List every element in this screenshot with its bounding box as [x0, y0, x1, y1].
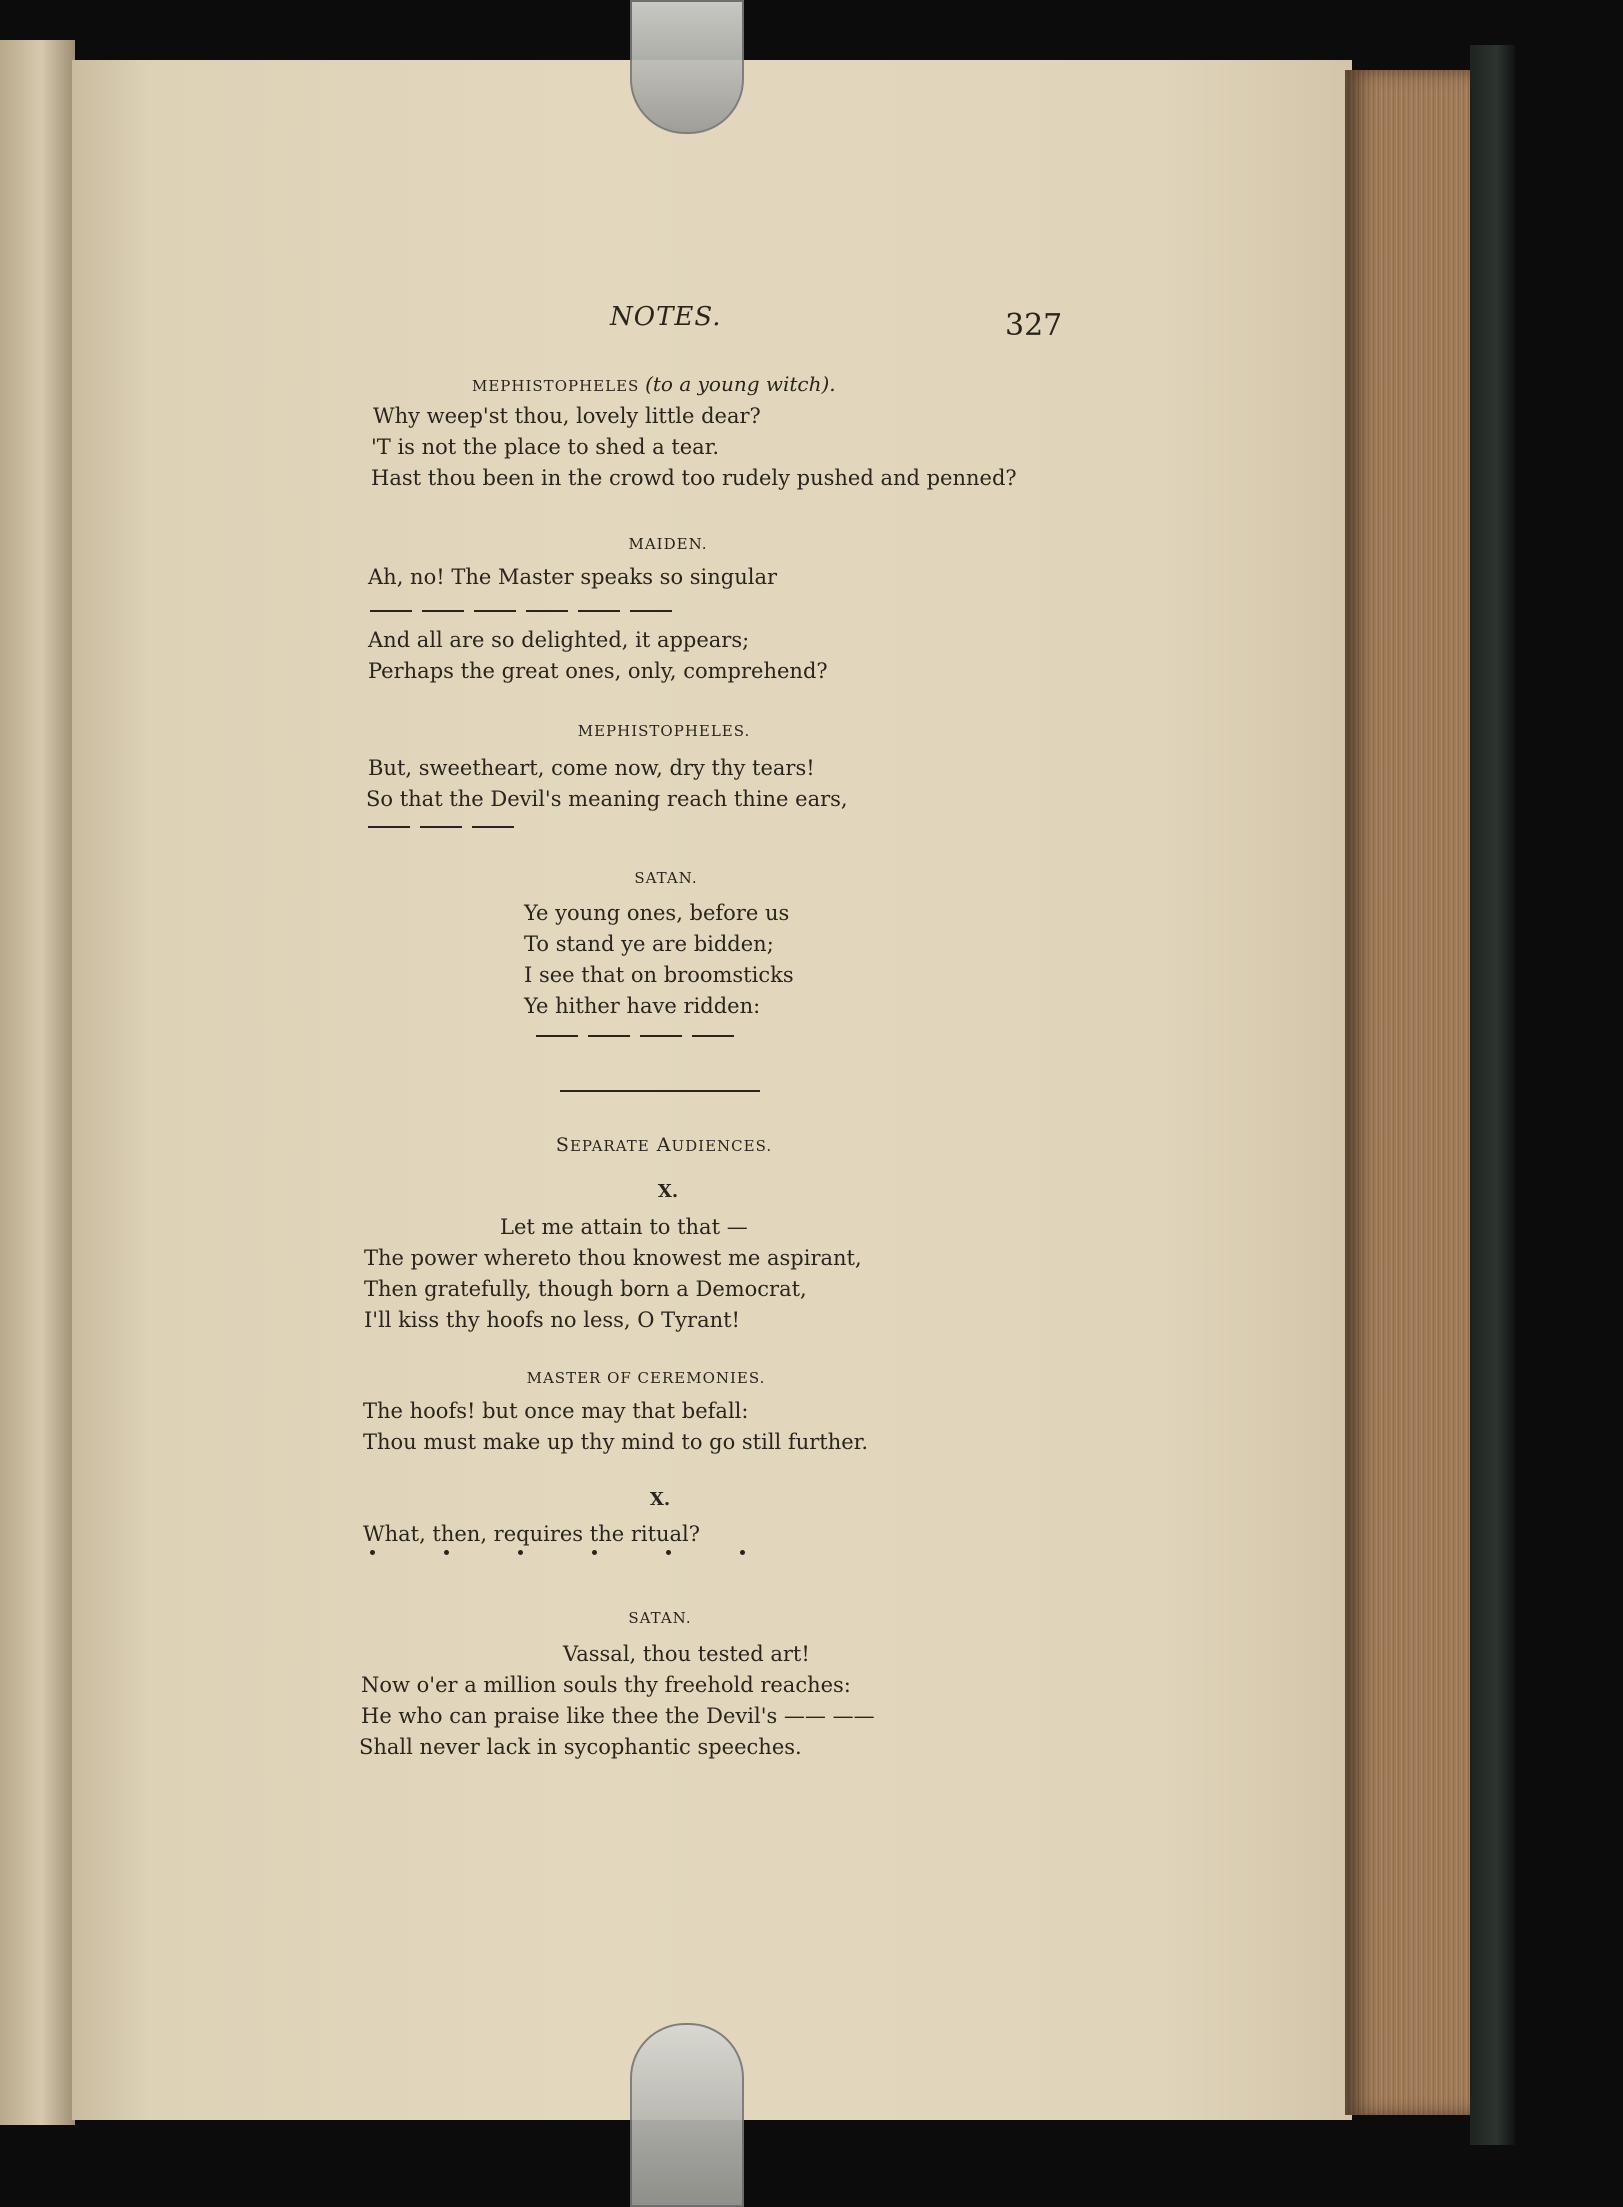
- verse-line: Now o'er a million souls thy freehold reaches:: [361, 1673, 851, 1697]
- verse-line: To stand ye are bidden;: [524, 932, 774, 956]
- running-head: NOTES.: [610, 302, 722, 332]
- section-divider: [560, 1090, 760, 1092]
- verse-line: Ye young ones, before us: [524, 901, 790, 925]
- verse-line: 'T is not the place to shed a tear.: [371, 435, 720, 459]
- page-fore-edge: [1345, 70, 1475, 2115]
- title-initial: S: [555, 1134, 570, 1156]
- speaker-satan: SATAN.: [628, 1609, 692, 1627]
- verse-line: I'll kiss thy hoofs no less, O Tyrant!: [364, 1308, 741, 1332]
- speaker-mephistopheles: MEPHISTOPHELES.: [577, 722, 751, 740]
- title-rest: UDIENCES.: [671, 1137, 773, 1155]
- verse-line: Shall never lack in sycophantic speeches.: [359, 1735, 802, 1759]
- title-initial: A: [656, 1134, 672, 1156]
- title-rest: EPARATE: [569, 1137, 650, 1155]
- speaker-maiden: MAIDEN.: [628, 535, 708, 553]
- page-number: 327: [1005, 308, 1063, 343]
- verse-line: He who can praise like thee the Devil's —— ——: [361, 1704, 875, 1728]
- book-cover: [1470, 45, 1515, 2145]
- speaker-mephistopheles: [472, 372, 836, 396]
- omission-dashes: [370, 610, 672, 618]
- verse-line: Hast thou been in the crowd too rudely pushed and penned?: [371, 466, 1017, 490]
- verse-line: So that the Devil's meaning reach thine ears,: [366, 787, 848, 811]
- speaker-master-of-ceremonies: MASTER OF CEREMONIES.: [526, 1369, 766, 1387]
- left-page-edge: [0, 40, 75, 2125]
- verse-line: Thou must make up thy mind to go still further.: [363, 1430, 869, 1454]
- verse-line: Let me attain to that —: [500, 1215, 748, 1239]
- verse-line: And all are so delighted, it appears;: [368, 628, 750, 652]
- verse-line: The power whereto thou knowest me aspirant,: [364, 1246, 862, 1270]
- page-clip-bottom: [630, 2023, 744, 2207]
- ellipsis-dots: [370, 1550, 745, 1555]
- verse-line: Ah, no! The Master speaks so singular: [368, 565, 778, 589]
- stage-direction: (to a young witch).: [645, 372, 836, 396]
- section-title: [556, 1134, 772, 1156]
- verse-line: Ye hither have ridden:: [524, 994, 761, 1018]
- verse-line: Then gratefully, though born a Democrat,: [364, 1277, 807, 1301]
- omission-dashes: [536, 1035, 734, 1043]
- verse-line: Why weep'st thou, lovely little dear?: [373, 404, 761, 428]
- verse-line: Perhaps the great ones, only, comprehend?: [368, 659, 828, 683]
- page-clip-top: [630, 0, 744, 134]
- verse-line: I see that on broomsticks: [524, 963, 794, 987]
- verse-line: The hoofs! but once may that befall:: [363, 1399, 749, 1423]
- speaker-satan: SATAN.: [634, 869, 698, 887]
- speaker-x: X.: [657, 1181, 679, 1202]
- verse-line: What, then, requires the ritual?: [363, 1522, 701, 1546]
- verse-line: But, sweetheart, come now, dry thy tears!: [368, 756, 815, 780]
- speaker-name: MEPHISTOPHELES: [472, 377, 640, 395]
- omission-dashes: [368, 826, 514, 834]
- verse-line: Vassal, thou tested art!: [563, 1642, 810, 1666]
- speaker-x: X.: [649, 1489, 671, 1510]
